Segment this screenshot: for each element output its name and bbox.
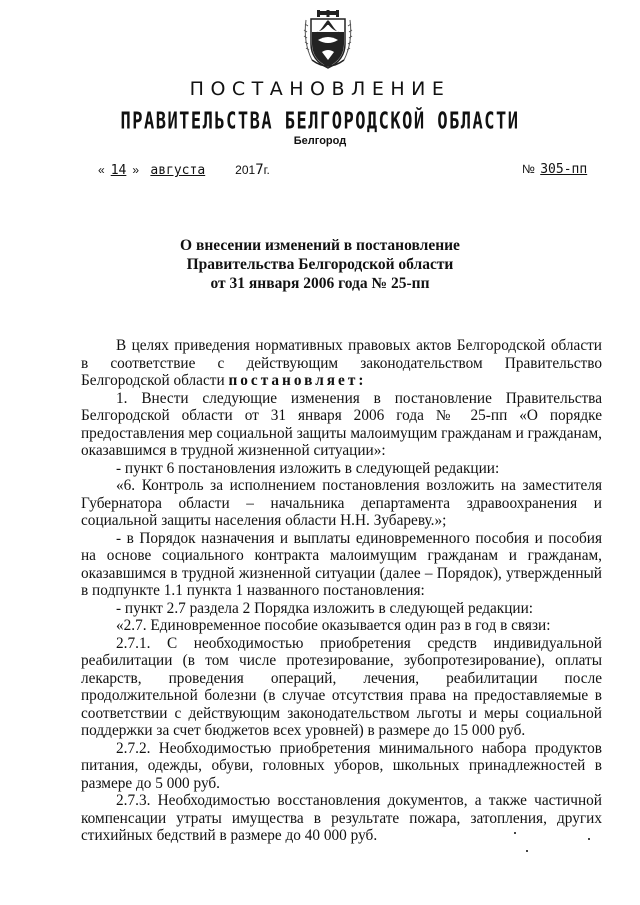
document-title: ПОСТАНОВЛЕНИЕ (189, 78, 451, 100)
document-subject (0, 236, 640, 293)
document-date (98, 162, 270, 178)
number-value: 305-пп (540, 162, 588, 177)
body-paragraph-preamble (81, 337, 602, 390)
date-year-prefix: 201 (235, 163, 256, 177)
date-year-digit: 7 (255, 162, 264, 178)
subject-line-1: О внесении изменений в постановление (180, 237, 460, 254)
document-number (522, 162, 589, 177)
document-body (81, 337, 602, 845)
issuing-authority: ПРАВИТЕЛЬСТВА БЕЛГОРОДСКОЙ ОБЛАСТИ (120, 108, 520, 135)
body-paragraph: «6. Контроль за исполнением постановления возложить на заместителя Губернатора области – начальника департамента здравоохранения и социальной защиты населения области Н.Н. Зубареву.»; (81, 477, 602, 529)
scan-speck (514, 832, 516, 834)
body-paragraph: - пункт 6 постановления изложить в следующей редакции: (116, 459, 500, 477)
number-label: № (522, 162, 535, 176)
scan-speck (526, 850, 528, 852)
date-month: августа (150, 163, 206, 178)
body-paragraph: - пункт 2.7 раздела 2 Порядка изложить в следующей редакции: (116, 599, 534, 617)
body-paragraph: «2.7. Единовременное пособие оказывается один раз в год в связи: (116, 617, 551, 634)
subject-line-3: от 31 января 2006 года № 25-пп (210, 275, 430, 292)
date-open-quote: « (98, 163, 105, 177)
preamble-emphasis: постановляет: (228, 372, 367, 389)
body-paragraph: - в Порядок назначения и выплаты единовременного пособия и пособия на основе социального контракта малоимущим гражданам и гражданам, оказавшимся в трудной жизненной ситуации (далее – Порядок), утвержденный в подпункте 1.1 пункта 1 названного постановления: (81, 529, 602, 599)
body-paragraph: 2.7.2. Необходимостью приобретения минимального набора продуктов питания, одежды, обуви, головных уборов, школьных принадлежностей в размере до 5 000 руб. (81, 739, 602, 792)
body-paragraph: 2.7.1. С необходимостью приобретения средств индивидуальной реабилитации (в том числе протезирование, зубопротезирование), оплаты лекарств, проведения операций, лечения, реабилитации после продолжительной болезни (в случае отсутствия права на предоставляемые в соответствии с действующим законодательством льготы и меры социальной поддержки за счет бюджетов всех уровней) в размере до 15 000 руб. (81, 634, 602, 739)
date-close-quote: » (132, 163, 140, 177)
preamble-text: В целях приведения нормативных правовых актов Белгородской области в соответствие с действующим законодательством Правительство Белгородской области (81, 337, 602, 389)
body-paragraph: 1. Внести следующие изменения в постановление Правительства Белгородской области от 31 января 2006 года № 25-пп «О порядке предоставления мер социальной защиты малоимущим гражданам и гражданам, оказавшимся в трудной жизненной ситуации»: (81, 389, 602, 459)
date-day: 14 (110, 163, 127, 178)
date-year-suffix: г. (263, 163, 270, 177)
city-name: Белгород (293, 135, 347, 147)
body-paragraph: 2.7.3. Необходимостью восстановления документов, а также частичной компенсации утраты имущества в результате пожара, затопления, других стихийных бедствий в размере до 40 000 руб. (81, 792, 602, 844)
scan-speck (588, 838, 590, 840)
subject-line-2: Правительства Белгородской области (186, 256, 454, 273)
coat-of-arms-emblem (302, 10, 354, 72)
